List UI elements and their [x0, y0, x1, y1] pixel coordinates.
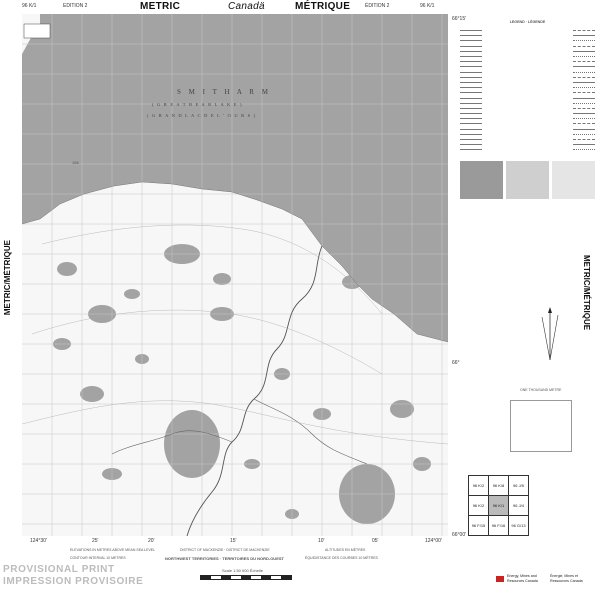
fed-line-3: Énergie, Mines et [550, 574, 578, 578]
swatch-sand [552, 161, 595, 199]
scale-label: Scale 1:50 000 Échelle [222, 568, 263, 573]
metric-label: METRIC [140, 1, 181, 12]
lon-10: 10' [318, 538, 325, 544]
label-spot-height: 156 [72, 160, 79, 165]
lon-15: 15' [230, 538, 237, 544]
legend-symbol [573, 77, 595, 78]
idx-cell: 96 J/4 [509, 496, 529, 516]
coord-bottom-right: 124°00' [425, 538, 442, 544]
coord-bottom-left: 124°30' [30, 538, 47, 544]
north-arrow-diagram [530, 305, 570, 365]
legend-symbol [460, 51, 482, 52]
legend-symbol [573, 46, 595, 47]
legend-symbol [460, 123, 482, 124]
legend-symbol [460, 98, 482, 99]
label-smith-arm: S M I T H A R M [177, 88, 271, 96]
scale-note: ONE THOUSAND METRE [520, 388, 562, 392]
legend-symbol [460, 108, 482, 109]
legend-symbol [460, 40, 482, 41]
legend-symbol [460, 149, 482, 150]
elevations-note: ELEVATIONS IN METRES ABOVE MEAN SEA LEVEL [70, 548, 156, 552]
canada-wordmark: Canadä [228, 1, 265, 12]
legend-symbol [460, 92, 482, 93]
legend-symbol [573, 103, 595, 104]
legend-symbol [460, 66, 482, 67]
side-label-right: METRIC/MÉTRIQUE [582, 255, 591, 331]
label-great-bear: ( G R E A T B E A R L A K E ) [152, 102, 243, 107]
legend-symbol [573, 139, 595, 140]
legend-symbol [460, 72, 482, 73]
lon-05: 05' [372, 538, 379, 544]
legend-symbol [460, 129, 482, 130]
impression-provisoire: IMPRESSION PROVISOIRE [3, 576, 144, 587]
legend-symbol [573, 118, 595, 119]
legend-symbol [460, 139, 482, 140]
idx-cell: 96 K/2 [469, 476, 489, 496]
legend-symbol [573, 129, 595, 130]
territory-label: NORTHWEST TERRITORIES · TERRITOIRES DU NORD-OUEST [165, 556, 284, 561]
legend-symbol [573, 144, 595, 145]
canada-flag-icon [496, 576, 504, 582]
legend-row [460, 147, 595, 152]
legend-symbol [460, 118, 482, 119]
legend-symbol [573, 92, 595, 93]
idx-cell: 96 F/16 [489, 516, 509, 536]
legend-symbol [573, 82, 595, 83]
legend-symbol [460, 46, 482, 47]
legend-symbol [460, 134, 482, 135]
equidistance-note: ÉQUIDISTANCE DES COURBES 10 MÈTRES [305, 556, 378, 560]
idx-cell: 96 G/13 [509, 516, 529, 536]
idx-cell: 96 K/8 [489, 476, 509, 496]
legend-symbol [460, 87, 482, 88]
side-label-left: METRIC/MÉTRIQUE [3, 240, 12, 316]
altitudes-note: ALTITUDES EN MÈTRES [325, 548, 366, 552]
legend-symbol [573, 149, 595, 150]
legend-symbol [573, 61, 595, 62]
legend-symbol [460, 103, 482, 104]
adjoining-sheets-index [468, 475, 529, 536]
legend-symbol [573, 40, 595, 41]
legend-symbol [573, 35, 595, 36]
legend-symbol [573, 30, 595, 31]
label-grand-lac: ( G R A N D L A C D E L ' O U R S ) [147, 113, 257, 118]
district-label: DISTRICT OF MACKENZIE · DISTRICT DE MACKENZIE [180, 548, 270, 552]
legend-symbol [573, 51, 595, 52]
swatch-wetland [506, 161, 549, 199]
idx-cell: 96 K/2 [469, 496, 489, 516]
inset-box [24, 24, 50, 38]
edition-left: EDITION 2 [63, 3, 88, 9]
scale-bar [200, 575, 292, 580]
sheet-id-left: 96 K/1 [22, 3, 37, 9]
fed-line-2: Resources Canada [507, 579, 538, 583]
swatch-water [460, 161, 503, 199]
legend-symbol [573, 113, 595, 114]
legend-symbol [573, 56, 595, 57]
provisional-print: PROVISIONAL PRINT [3, 564, 115, 575]
contour-note: CONTOUR INTERVAL 10 METRES [70, 556, 126, 560]
coord-bottom-lat: 66°00' [452, 532, 467, 538]
legend-symbol [573, 98, 595, 99]
legend-symbol [460, 77, 482, 78]
edition-right: ÉDITION 2 [365, 3, 390, 9]
coord-right-mid: 66° [452, 360, 460, 366]
legend-symbol [573, 87, 595, 88]
legend-symbol [573, 72, 595, 73]
legend-rows [460, 28, 595, 153]
idx-cell: 96 F/15 [469, 516, 489, 536]
lon-20: 20' [148, 538, 155, 544]
sheet-id-right: 96 K/1 [420, 3, 435, 9]
elevation-diagram [510, 400, 572, 452]
idx-cell: 96 K/1 [489, 496, 509, 516]
fed-line-1: Energy, Mines and [507, 574, 537, 578]
lon-25: 25' [92, 538, 99, 544]
legend-symbol [573, 123, 595, 124]
legend-symbol [573, 134, 595, 135]
legend-symbol [460, 61, 482, 62]
map-legend [460, 20, 595, 300]
legend-symbol [460, 82, 482, 83]
legend-swatches [460, 161, 595, 199]
legend-symbol [460, 56, 482, 57]
coord-top-right: 66°15' [452, 16, 467, 22]
legend-symbol [573, 108, 595, 109]
legend-title: LEGEND · LÉGENDE [509, 20, 546, 24]
idx-cell: 96 J/5 [509, 476, 529, 496]
legend-symbol [573, 66, 595, 67]
fed-line-4: Ressources Canada [550, 579, 583, 583]
legend-symbol [460, 113, 482, 114]
legend-symbol [460, 35, 482, 36]
legend-symbol [460, 30, 482, 31]
legend-symbol [460, 144, 482, 145]
topographic-map [22, 14, 448, 536]
metrique-label: MÉTRIQUE [295, 1, 351, 12]
